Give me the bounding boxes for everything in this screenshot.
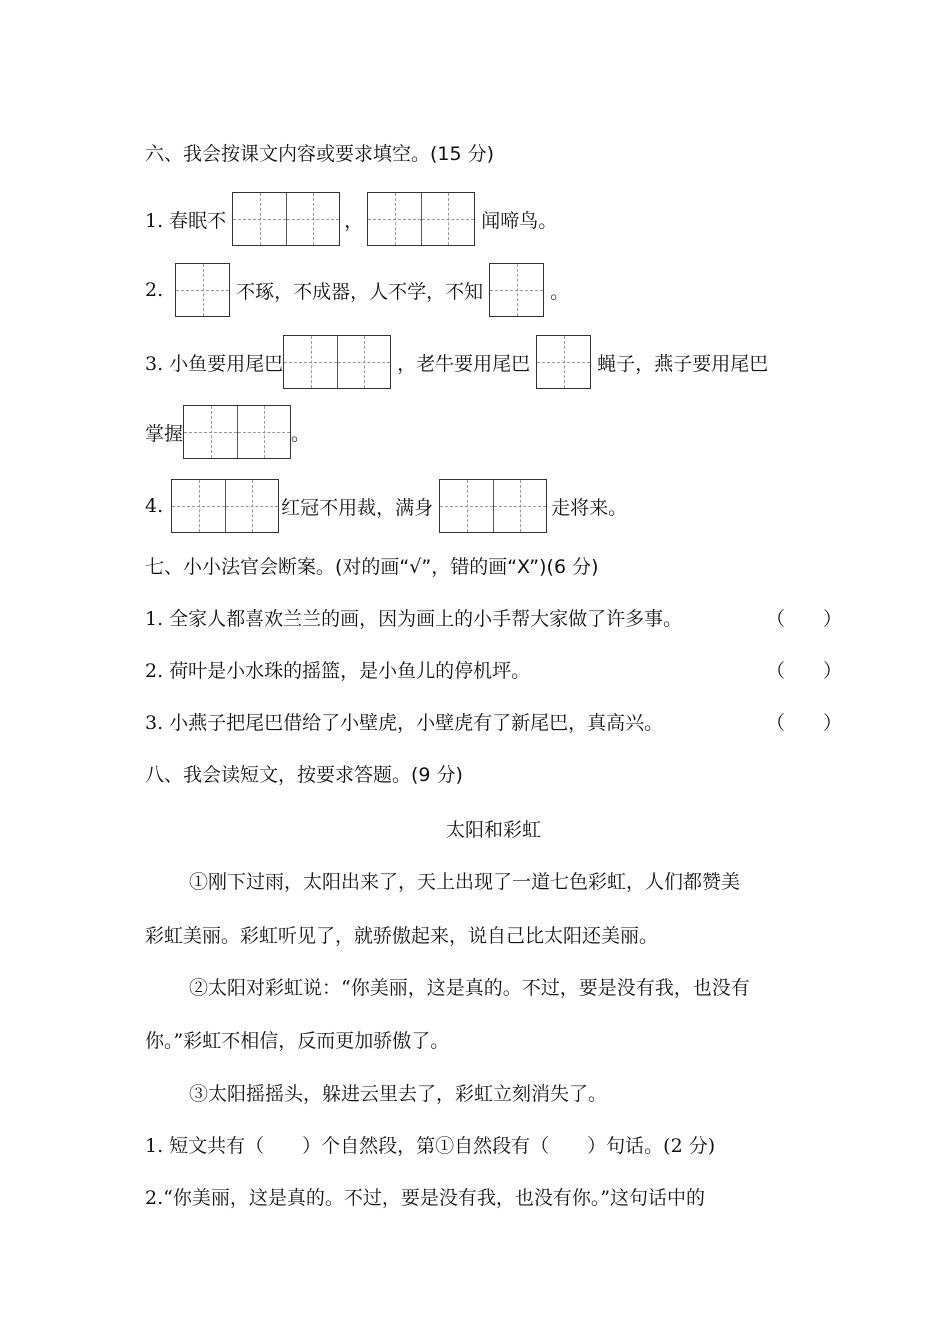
q1-suffix: 闻啼鸟。 bbox=[481, 209, 558, 232]
reading-question-2: 2.“你美丽，这是真的。不过，要是没有我，也没有你。”这句话中的 bbox=[145, 1186, 706, 1209]
q1-prefix: 1. 春眠不 bbox=[145, 209, 227, 232]
answer-grid-q3c[interactable] bbox=[183, 405, 291, 459]
q4-prefix: 4. bbox=[145, 495, 164, 517]
q2-prefix: 2. bbox=[145, 279, 164, 301]
q4-suffix: 走将来。 bbox=[551, 496, 628, 519]
judge-item-text: 3. 小燕子把尾巴借给了小壁虎，小壁虎有了新尾巴，真高兴。 bbox=[145, 711, 664, 734]
story-paragraph-3: ③太阳摇摇头，躲进云里去了，彩虹立刻消失了。 bbox=[189, 1082, 608, 1105]
q3-prefix: 3. 小鱼要用尾巴 bbox=[145, 352, 284, 375]
story-paragraph-1-cont: 彩虹美丽。彩虹听见了，就骄傲起来，说自己比太阳还美丽。 bbox=[145, 924, 659, 947]
answer-grid-q1b[interactable] bbox=[367, 192, 475, 246]
story-paragraph-2: ②太阳对彩虹说：“你美丽，这是真的。不过，要是没有我，也没有 bbox=[189, 976, 750, 999]
story-title: 太阳和彩虹 bbox=[445, 818, 541, 841]
section8-title: 八、我会读短文，按要求答题。(9 分) bbox=[145, 763, 463, 786]
judge-answer-paren[interactable]: （ ） bbox=[765, 659, 842, 682]
fill-question-4 bbox=[145, 478, 842, 534]
answer-grid-q3a[interactable] bbox=[283, 335, 391, 389]
q3-middle: ，老牛要用尾巴 bbox=[397, 352, 531, 375]
story-paragraph-1: ①刚下过雨，太阳出来了，天上出现了一道七色彩虹，人们都赞美 bbox=[189, 870, 741, 893]
judge-answer-paren[interactable]: （ ） bbox=[765, 607, 842, 630]
q3b-suffix: 。 bbox=[291, 422, 311, 445]
q1-comma: ， bbox=[344, 209, 364, 232]
fill-question-1 bbox=[145, 191, 842, 247]
fill-question-3-cont bbox=[145, 404, 842, 460]
answer-grid-q1a[interactable] bbox=[232, 192, 340, 246]
answer-grid-q4a[interactable] bbox=[171, 479, 279, 533]
judge-answer-paren[interactable]: （ ） bbox=[765, 711, 842, 734]
q3b-prefix: 掌握 bbox=[145, 422, 184, 445]
judge-item-2 bbox=[145, 641, 842, 697]
q3-suffix: 蝇子，燕子要用尾巴 bbox=[597, 352, 769, 375]
answer-grid-q2a[interactable] bbox=[175, 263, 230, 317]
reading-question-1: 1. 短文共有（ ）个自然段，第①自然段有（ ）句话。(2 分) bbox=[145, 1134, 716, 1157]
q2-suffix: 。 bbox=[550, 280, 570, 303]
fill-question-2 bbox=[145, 262, 842, 318]
section7-title: 七、小小法官会断案。(对的画“√”，错的画“X”)(6 分) bbox=[145, 555, 599, 578]
section6-title: 六、我会按课文内容或要求填空。(15 分) bbox=[145, 142, 495, 165]
judge-item-3 bbox=[145, 693, 842, 749]
judge-item-text: 2. 荷叶是小水珠的摇篮，是小鱼儿的停机坪。 bbox=[145, 659, 531, 682]
answer-grid-q3b[interactable] bbox=[536, 335, 591, 389]
q4-middle: 红冠不用裁，满身 bbox=[281, 496, 434, 519]
story-paragraph-2-cont: 你。”彩虹不相信，反而更加骄傲了。 bbox=[145, 1029, 450, 1052]
judge-item-1 bbox=[145, 589, 842, 645]
fill-question-3 bbox=[145, 334, 842, 390]
judge-item-text: 1. 全家人都喜欢兰兰的画，因为画上的小手帮大家做了许多事。 bbox=[145, 607, 683, 630]
q2-middle: 不琢，不成器，人不学，不知 bbox=[236, 280, 484, 303]
answer-grid-q4b[interactable] bbox=[439, 479, 547, 533]
answer-grid-q2b[interactable] bbox=[489, 263, 544, 317]
